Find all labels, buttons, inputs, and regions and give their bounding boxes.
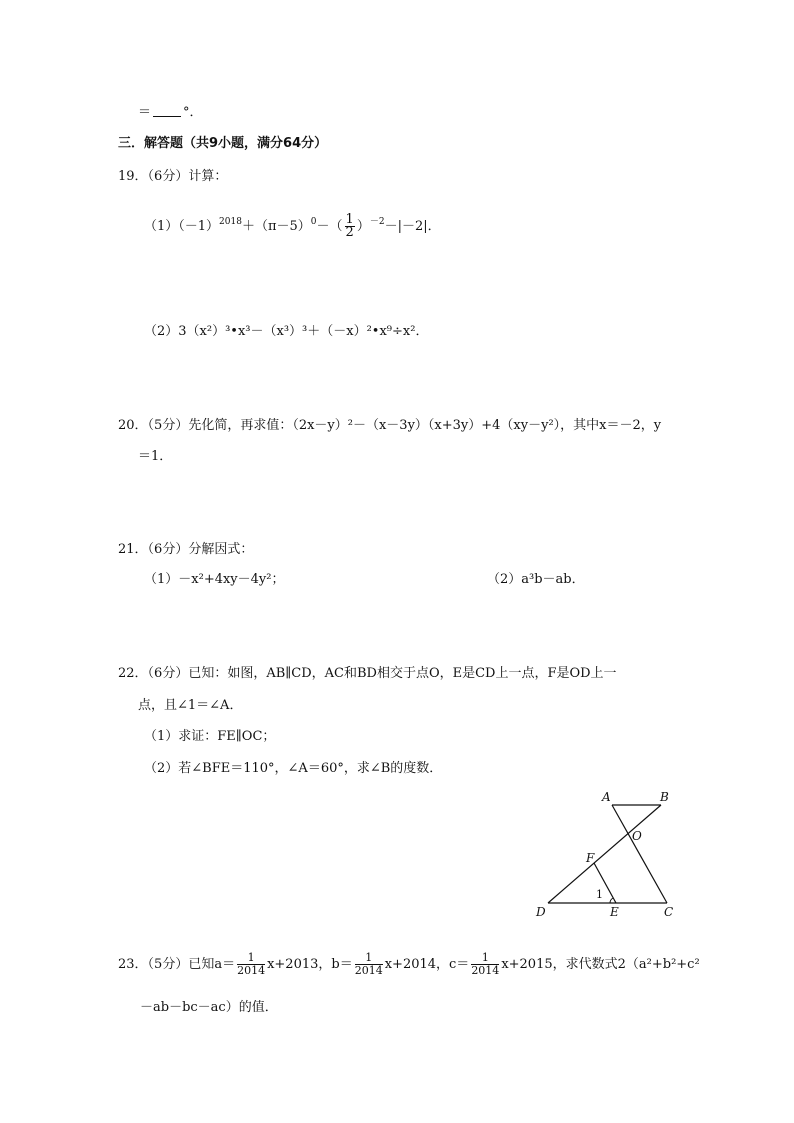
q22-line1: 22．（6分）已知：如图，AB∥CD，AC和BD相交于点O，E是CD上一点，F是OD上一 <box>118 666 617 681</box>
label-o: O <box>632 829 642 843</box>
geometry-figure <box>530 785 690 925</box>
fraction-c <box>471 952 499 977</box>
q23-line1 <box>118 952 700 977</box>
q19-stem: 19．（6分）计算： <box>118 169 228 184</box>
fraction-a <box>237 952 265 977</box>
fraction-one-half <box>345 214 355 239</box>
q20-line2: ＝1． <box>138 449 173 464</box>
q21-stem: 21．（6分）分解因式： <box>118 542 254 557</box>
fraction-numerator: 1 <box>237 952 265 965</box>
label-a: A <box>602 790 611 804</box>
exponent: 2018 <box>219 217 242 227</box>
section-heading: 三．解答题（共9小题，满分64分） <box>118 136 328 151</box>
angle-1-arc <box>610 898 613 903</box>
exponent: －2 <box>369 217 385 227</box>
q23-b-suffix: x+2014，c＝ <box>384 957 470 972</box>
label-e: E <box>610 905 619 919</box>
segment-bd <box>548 805 661 903</box>
q23-a-prefix: 23．（5分）已知a＝ <box>118 957 236 972</box>
q23-c-suffix: x+2015，求代数式2（a²+b²+c² <box>501 957 700 972</box>
fraction-denominator: 2014 <box>237 964 266 977</box>
q23-a-suffix: x+2013，b＝ <box>267 957 353 972</box>
q19-p1-label: （1）（－1） <box>144 219 220 234</box>
q19-p1-term: ＋（π－5） <box>241 219 311 234</box>
q19-p1-term: －|－2|． <box>384 219 441 234</box>
q22-line2: 点，且∠1＝∠A． <box>138 698 243 713</box>
label-f: F <box>586 851 595 865</box>
label-angle-1: 1 <box>596 888 603 901</box>
answer-blank[interactable] <box>153 106 181 117</box>
label-c: C <box>664 905 674 919</box>
q21-part2: （2）a³b－ab． <box>487 572 585 587</box>
q22-part2: （2）若∠BFE＝110°，∠A＝60°，求∠B的度数． <box>144 761 443 776</box>
q19-part2: （2）3（x²）³•x³－（x³）³＋（－x）²•x⁹÷x²． <box>144 324 429 339</box>
q20-line1: 20．（5分）先化简，再求值：（2x－y）²－（x－3y）（x+3y）+4（xy－y²），其中x＝－2，y <box>118 418 662 433</box>
segment-ac <box>612 805 667 903</box>
q19-part1 <box>144 214 441 239</box>
label-b: B <box>660 790 669 804</box>
q23-line2: －ab－bc－ac）的值． <box>140 1000 278 1015</box>
fraction-numerator: 1 <box>471 952 499 965</box>
fraction-denominator: 2014 <box>354 964 383 977</box>
fraction-b <box>355 952 383 977</box>
exponent: 0 <box>310 217 317 227</box>
fraction-denominator: 2014 <box>471 964 500 977</box>
q21-part1: （1）－x²+4xy－4y²； <box>144 572 285 587</box>
degree-suffix: °． <box>183 105 203 120</box>
q19-p1-term: ） <box>356 219 370 234</box>
equals-sign: ＝ <box>138 105 152 120</box>
q19-p1-term: －（ <box>316 219 343 234</box>
q22-part1: （1）求证：FE∥OC； <box>144 729 276 744</box>
label-d: D <box>536 905 546 919</box>
previous-answer-line <box>138 106 203 119</box>
fraction-numerator: 1 <box>355 952 383 965</box>
fraction-numerator: 1 <box>345 212 354 227</box>
fraction-denominator: 2 <box>345 225 354 240</box>
